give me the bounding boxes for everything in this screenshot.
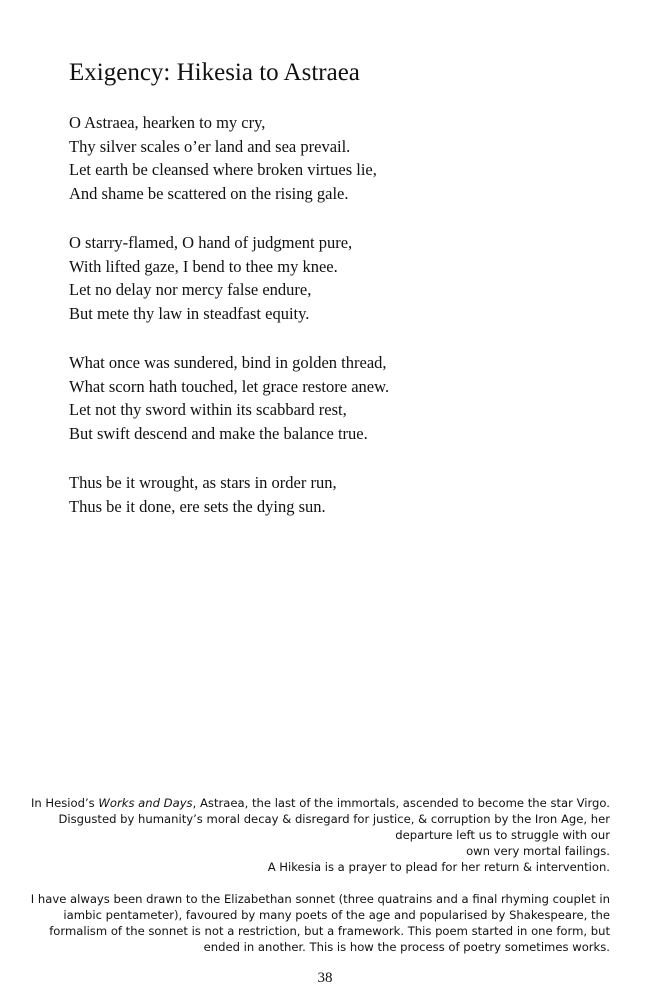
poem-line: But swift descend and make the balance true. bbox=[69, 423, 368, 443]
poem-line: And shame be scattered on the rising gale. bbox=[69, 183, 349, 203]
note-line: departure left us to struggle with our bbox=[395, 828, 610, 842]
paragraph-gap bbox=[10, 875, 610, 891]
poem-line: Thus be it done, ere sets the dying sun. bbox=[69, 496, 326, 516]
note-line: ended in another. This is how the process of poetry sometimes works. bbox=[203, 940, 610, 954]
note-text: In Hesiod’s bbox=[30, 796, 99, 810]
poem-line: Thy silver scales o’er land and sea prevail. bbox=[69, 136, 351, 156]
page-number: 38 bbox=[317, 970, 333, 986]
note-line: A Hikesia is a prayer to plead for her return & intervention. bbox=[267, 860, 610, 874]
stanza-1 bbox=[69, 111, 629, 205]
poem-line: Thus be it wrought, as stars in order run, bbox=[69, 473, 337, 492]
poem-line: Let no delay nor mercy false endure, bbox=[69, 280, 312, 299]
poem-title: Exigency: Hikesia to Astraea bbox=[69, 59, 360, 86]
poem-body bbox=[69, 111, 629, 544]
author-notes bbox=[10, 795, 610, 955]
stanza-3 bbox=[69, 351, 629, 445]
poem-line: O Astraea, hearken to my cry, bbox=[69, 113, 266, 132]
note-line: I have always been drawn to the Elizabethan sonnet (three quatrains and a final rhyming couplet in bbox=[30, 892, 610, 906]
poem-line: With lifted gaze, I bend to thee my knee. bbox=[69, 256, 338, 276]
poem-line: But mete thy law in steadfast equity. bbox=[69, 303, 310, 323]
stanza-2 bbox=[69, 231, 629, 325]
poem-line: O starry-flamed, O hand of judgment pure, bbox=[69, 233, 353, 252]
note-line: Disgusted by humanity’s moral decay & disregard for justice, & corruption by the Iron Age, her bbox=[58, 812, 610, 826]
note-text: , Astraea, the last of the immortals, ascended to become the star Virgo. bbox=[192, 796, 610, 810]
closing-couplet bbox=[69, 471, 629, 518]
poem-line: Let earth be cleansed where broken virtues lie, bbox=[69, 160, 377, 179]
note-line: iambic pentameter), favoured by many poets of the age and popularised by Shakespeare, the bbox=[63, 908, 610, 922]
note-line: own very mortal failings. bbox=[466, 844, 610, 858]
note-line bbox=[10, 795, 610, 811]
poem-line: What once was sundered, bind in golden thread, bbox=[69, 353, 387, 372]
poem-line: What scorn hath touched, let grace restore anew. bbox=[69, 376, 390, 396]
book-title-italic: Works and Days bbox=[98, 796, 193, 810]
poem-line: Let not thy sword within its scabbard rest, bbox=[69, 400, 347, 419]
note-line: formalism of the sonnet is not a restriction, but a framework. This poem started in one form, but bbox=[49, 924, 610, 938]
